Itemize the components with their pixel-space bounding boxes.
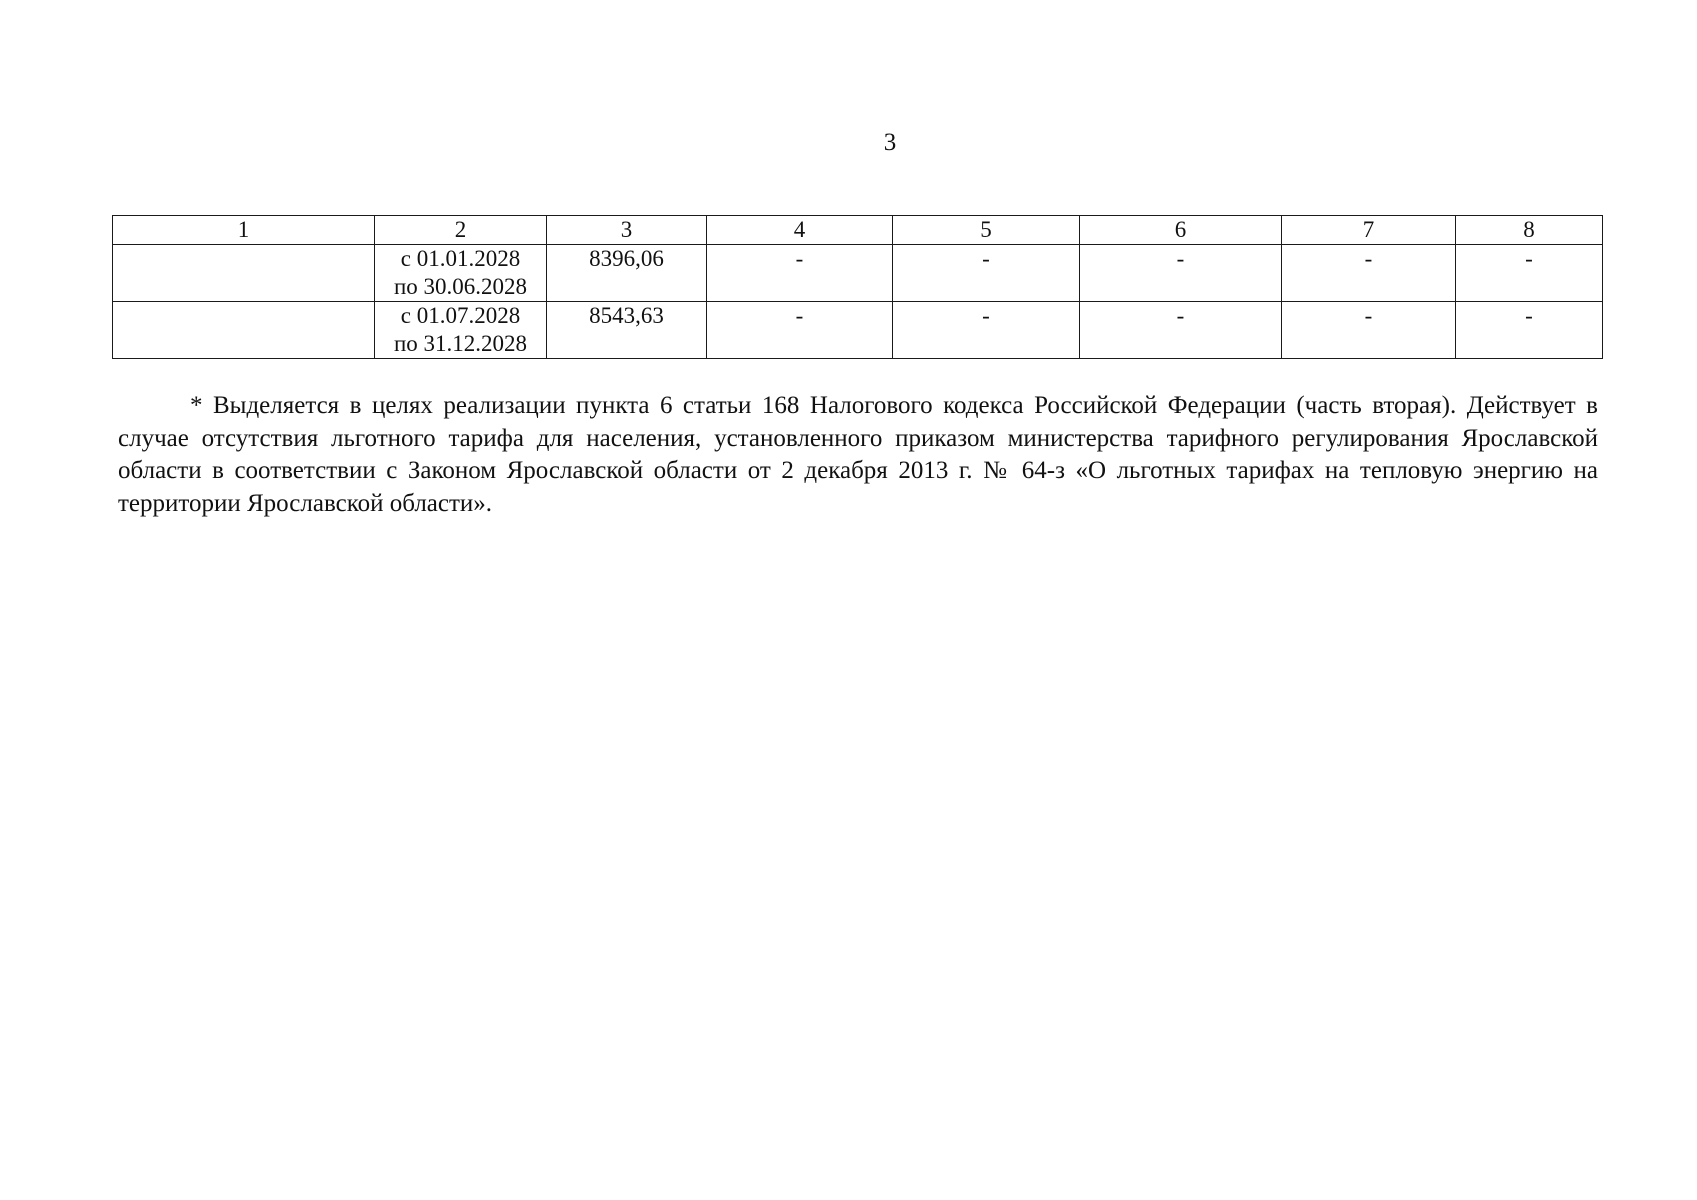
dash-value: - xyxy=(982,246,990,271)
period-from: с 01.01.2028 xyxy=(400,246,521,271)
table-cell xyxy=(1282,245,1456,302)
tariff-table xyxy=(112,215,1603,359)
dash-value: - xyxy=(1364,303,1373,328)
table-cell-empty xyxy=(113,245,375,302)
table-cell xyxy=(1282,302,1456,359)
table-cell xyxy=(1080,245,1282,302)
column-header: 5 xyxy=(893,216,1080,245)
column-header: 8 xyxy=(1456,216,1603,245)
period-cell xyxy=(375,245,547,302)
table-cell xyxy=(1456,245,1603,302)
period-from: с 01.07.2028 xyxy=(400,303,521,328)
dash-value: - xyxy=(982,303,990,328)
dash-value: - xyxy=(1525,303,1533,328)
dash-value: - xyxy=(1176,246,1185,271)
column-header: 1 xyxy=(113,216,375,245)
table-row xyxy=(113,245,1603,302)
period-to: по 30.06.2028 xyxy=(393,274,528,299)
tariff-value: 8543,63 xyxy=(547,302,707,359)
dash-value: - xyxy=(1525,246,1533,271)
dash-value: - xyxy=(1176,303,1185,328)
dash-value: - xyxy=(795,246,804,271)
period-cell xyxy=(375,302,547,359)
table-cell xyxy=(707,245,893,302)
table-header-row xyxy=(113,216,1603,245)
table-cell xyxy=(707,302,893,359)
column-header: 2 xyxy=(375,216,547,245)
footnote: * Выделяется в целях реализации пункта 6 статьи 168 Налогового кодекса Российской Федерации (часть вторая). Действует в случае отсутствия льготного тарифа для населения, установленного приказом министерства тарифного регулирования Ярославской области в соответствии с Законом Ярославской области от 2 декабря 2013 г. № 64-з «О льготных тарифах на тепловую энергию на территории Ярославской области». xyxy=(118,392,1598,517)
page-number: 3 xyxy=(883,129,897,156)
table-cell xyxy=(1456,302,1603,359)
table-cell xyxy=(893,245,1080,302)
table-cell xyxy=(1080,302,1282,359)
column-header: 7 xyxy=(1282,216,1456,245)
column-header: 3 xyxy=(547,216,707,245)
column-header: 4 xyxy=(707,216,893,245)
table-row xyxy=(113,302,1603,359)
column-header: 6 xyxy=(1080,216,1282,245)
table-cell xyxy=(893,302,1080,359)
dash-value: - xyxy=(795,303,804,328)
dash-value: - xyxy=(1364,246,1373,271)
table-cell-empty xyxy=(113,302,375,359)
period-to: по 31.12.2028 xyxy=(393,331,528,356)
tariff-value: 8396,06 xyxy=(547,245,707,302)
